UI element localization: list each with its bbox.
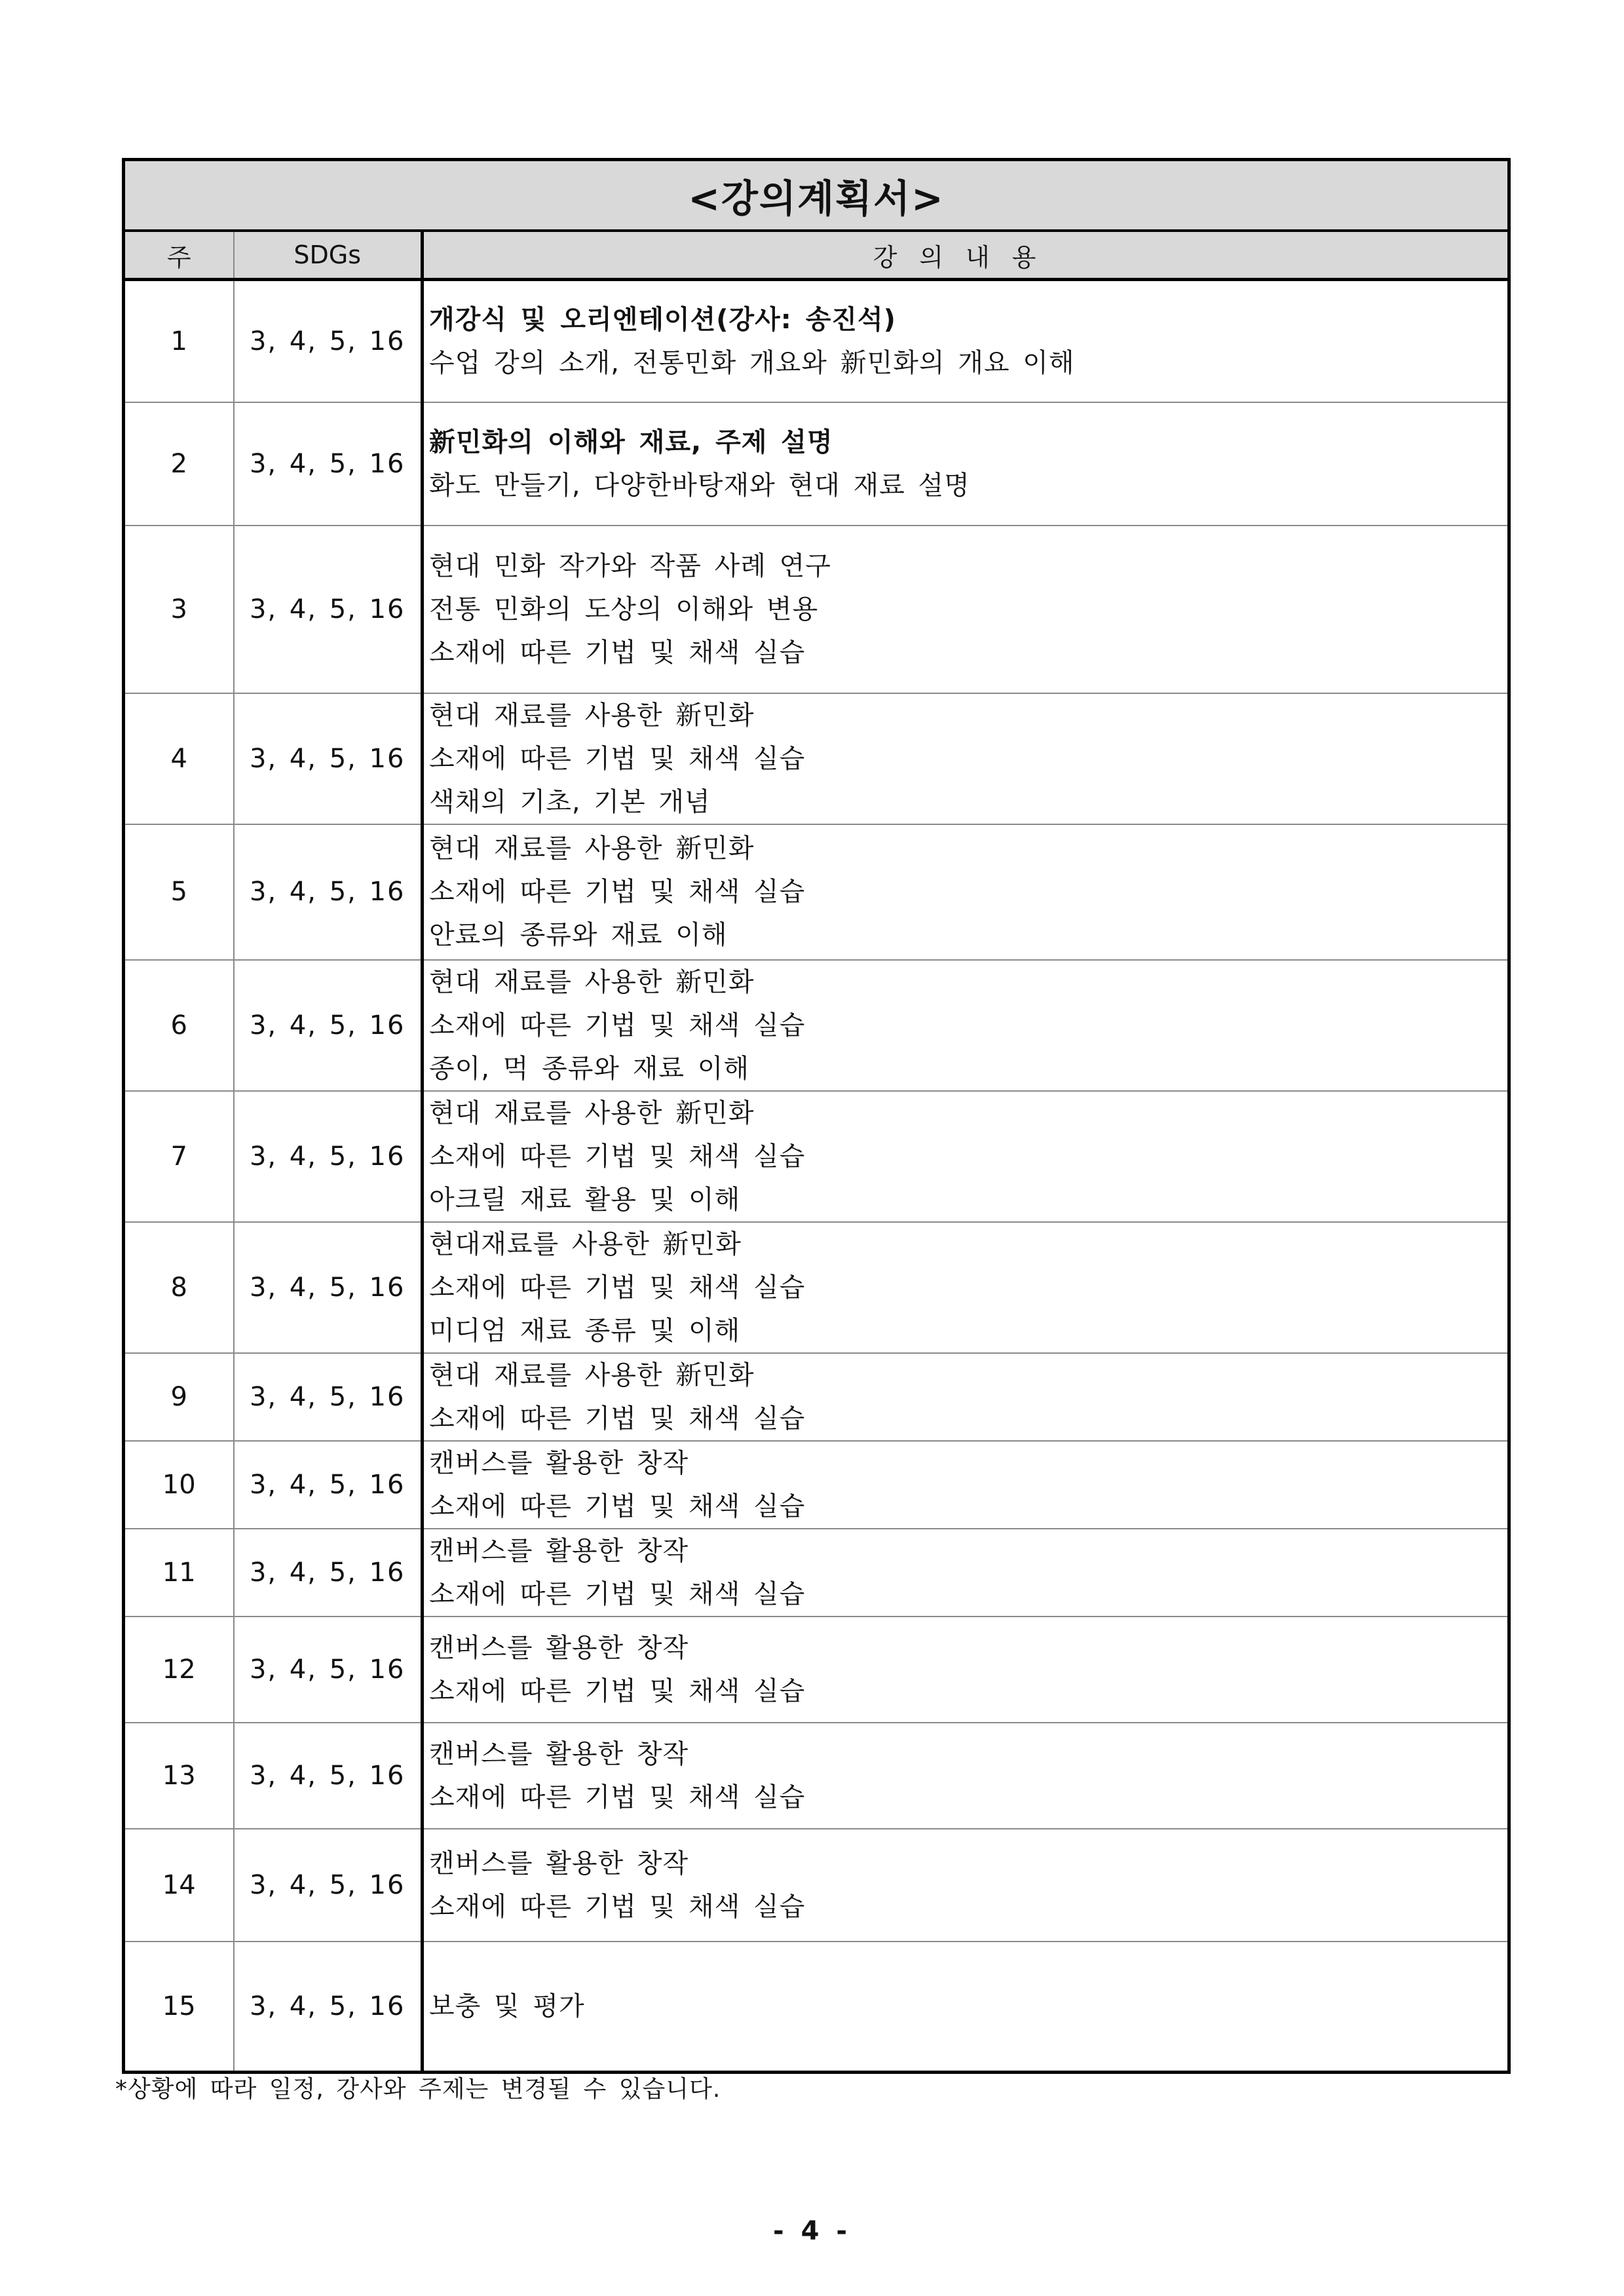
week-cell: 1 bbox=[124, 280, 234, 402]
table-row bbox=[124, 526, 1509, 693]
table-row bbox=[124, 1829, 1509, 1942]
content-line: 캔버스를 활용한 창작 bbox=[429, 1738, 689, 1769]
week-cell: 2 bbox=[124, 402, 234, 526]
content-line: 안료의 종류와 재료 이해 bbox=[429, 920, 728, 950]
header-sdgs: SDGs bbox=[234, 231, 423, 280]
content-cell bbox=[423, 1441, 1509, 1529]
content-line: 소재에 따른 기법 및 채색 실습 bbox=[429, 1891, 806, 1922]
content-line: 新민화의 이해와 재료, 주제 설명 bbox=[429, 427, 833, 457]
week-cell: 3 bbox=[124, 526, 234, 693]
content-line: 현대 재료를 사용한 新민화 bbox=[429, 966, 755, 997]
content-line: 현대 재료를 사용한 新민화 bbox=[429, 1098, 755, 1128]
content-line: 아크릴 재료 활용 및 이해 bbox=[429, 1184, 741, 1215]
content-line: 소재에 따른 기법 및 채색 실습 bbox=[429, 743, 806, 774]
content-cell bbox=[423, 280, 1509, 402]
content-line: 소재에 따른 기법 및 채색 실습 bbox=[429, 1675, 806, 1706]
sdgs-cell: 3, 4, 5, 16 bbox=[234, 402, 423, 526]
content-line: 색채의 기초, 기본 개념 bbox=[429, 786, 711, 817]
content-line: 현대 재료를 사용한 新민화 bbox=[429, 833, 755, 864]
content-line: 전통 민화의 도상의 이해와 변용 bbox=[429, 594, 819, 624]
table-row bbox=[124, 1723, 1509, 1829]
content-line: 개강식 및 오리엔테이션(강사: 송진석) bbox=[429, 304, 896, 335]
sdgs-cell: 3, 4, 5, 16 bbox=[234, 693, 423, 824]
content-line: 현대재료를 사용한 新민화 bbox=[429, 1229, 742, 1259]
content-line: 현대 민화 작가와 작품 사례 연구 bbox=[429, 550, 831, 581]
content-cell bbox=[423, 1942, 1509, 2073]
content-line: 소재에 따른 기법 및 채색 실습 bbox=[429, 877, 806, 907]
table-row bbox=[124, 1942, 1509, 2073]
content-cell bbox=[423, 526, 1509, 693]
table-row bbox=[124, 1222, 1509, 1353]
table-row bbox=[124, 693, 1509, 824]
content-line: 소재에 따른 기법 및 채색 실습 bbox=[429, 1403, 806, 1434]
content-cell bbox=[423, 693, 1509, 824]
week-cell: 4 bbox=[124, 693, 234, 824]
table-row bbox=[124, 1441, 1509, 1529]
sdgs-cell: 3, 4, 5, 16 bbox=[234, 1091, 423, 1222]
content-cell bbox=[423, 1091, 1509, 1222]
content-line: 미디엄 재료 종류 및 이해 bbox=[429, 1315, 741, 1346]
table-row bbox=[124, 960, 1509, 1091]
week-cell: 12 bbox=[124, 1617, 234, 1723]
content-line: 보충 및 평가 bbox=[429, 1991, 585, 2021]
content-line: 캔버스를 활용한 창작 bbox=[429, 1535, 689, 1566]
schedule-change-note: *상황에 따라 일정, 강사와 주제는 변경될 수 있습니다. bbox=[115, 2076, 721, 2103]
content-line: 종이, 먹 종류와 재료 이해 bbox=[429, 1053, 749, 1084]
content-line: 소재에 따른 기법 및 채색 실습 bbox=[429, 1272, 806, 1303]
content-cell bbox=[423, 960, 1509, 1091]
content-line: 소재에 따른 기법 및 채색 실습 bbox=[429, 1141, 806, 1172]
content-cell bbox=[423, 402, 1509, 526]
content-cell bbox=[423, 1723, 1509, 1829]
week-cell: 11 bbox=[124, 1529, 234, 1617]
week-cell: 14 bbox=[124, 1829, 234, 1942]
content-line: 화도 만들기, 다양한바탕재와 현대 재료 설명 bbox=[429, 470, 970, 501]
content-cell bbox=[423, 1222, 1509, 1353]
sdgs-cell: 3, 4, 5, 16 bbox=[234, 1829, 423, 1942]
title-row bbox=[124, 160, 1509, 231]
table-row bbox=[124, 1529, 1509, 1617]
content-cell bbox=[423, 824, 1509, 960]
content-line: 소재에 따른 기법 및 채색 실습 bbox=[429, 637, 806, 668]
table-row bbox=[124, 280, 1509, 402]
content-cell bbox=[423, 1353, 1509, 1441]
week-cell: 7 bbox=[124, 1091, 234, 1222]
sdgs-cell: 3, 4, 5, 16 bbox=[234, 1723, 423, 1829]
content-line: 소재에 따른 기법 및 채색 실습 bbox=[429, 1010, 806, 1041]
content-line: 캔버스를 활용한 창작 bbox=[429, 1447, 689, 1478]
sdgs-cell: 3, 4, 5, 16 bbox=[234, 1222, 423, 1353]
page-number: - 4 - bbox=[773, 2216, 851, 2246]
week-cell: 6 bbox=[124, 960, 234, 1091]
header-content: 강의내용 bbox=[423, 231, 1509, 280]
sdgs-cell: 3, 4, 5, 16 bbox=[234, 1353, 423, 1441]
content-cell bbox=[423, 1617, 1509, 1723]
table-row bbox=[124, 1091, 1509, 1222]
content-line: 수업 강의 소개, 전통민화 개요와 新민화의 개요 이해 bbox=[429, 347, 1075, 378]
week-cell: 15 bbox=[124, 1942, 234, 2073]
week-cell: 5 bbox=[124, 824, 234, 960]
sdgs-cell: 3, 4, 5, 16 bbox=[234, 1942, 423, 2073]
column-header-row bbox=[124, 231, 1509, 280]
content-line: 소재에 따른 기법 및 채색 실습 bbox=[429, 1578, 806, 1609]
sdgs-cell: 3, 4, 5, 16 bbox=[234, 526, 423, 693]
sdgs-cell: 3, 4, 5, 16 bbox=[234, 960, 423, 1091]
table-body bbox=[124, 280, 1509, 2073]
sdgs-cell: 3, 4, 5, 16 bbox=[234, 280, 423, 402]
content-line: 소재에 따른 기법 및 채색 실습 bbox=[429, 1491, 806, 1521]
table-row bbox=[124, 402, 1509, 526]
header-week: 주 bbox=[124, 231, 234, 280]
document-title: <강의계획서> bbox=[124, 160, 1509, 231]
content-cell bbox=[423, 1829, 1509, 1942]
content-line: 캔버스를 활용한 창작 bbox=[429, 1848, 689, 1879]
sdgs-cell: 3, 4, 5, 16 bbox=[234, 1441, 423, 1529]
week-cell: 13 bbox=[124, 1723, 234, 1829]
syllabus-table bbox=[122, 158, 1511, 2074]
content-line: 소재에 따른 기법 및 채색 실습 bbox=[429, 1782, 806, 1812]
content-line: 캔버스를 활용한 창작 bbox=[429, 1632, 689, 1663]
week-cell: 9 bbox=[124, 1353, 234, 1441]
content-line: 현대 재료를 사용한 新민화 bbox=[429, 1360, 755, 1390]
sdgs-cell: 3, 4, 5, 16 bbox=[234, 1617, 423, 1723]
table-row bbox=[124, 1617, 1509, 1723]
table-row bbox=[124, 824, 1509, 960]
content-cell bbox=[423, 1529, 1509, 1617]
sdgs-cell: 3, 4, 5, 16 bbox=[234, 824, 423, 960]
week-cell: 8 bbox=[124, 1222, 234, 1353]
content-line: 현대 재료를 사용한 新민화 bbox=[429, 700, 755, 731]
week-cell: 10 bbox=[124, 1441, 234, 1529]
sdgs-cell: 3, 4, 5, 16 bbox=[234, 1529, 423, 1617]
table-row bbox=[124, 1353, 1509, 1441]
